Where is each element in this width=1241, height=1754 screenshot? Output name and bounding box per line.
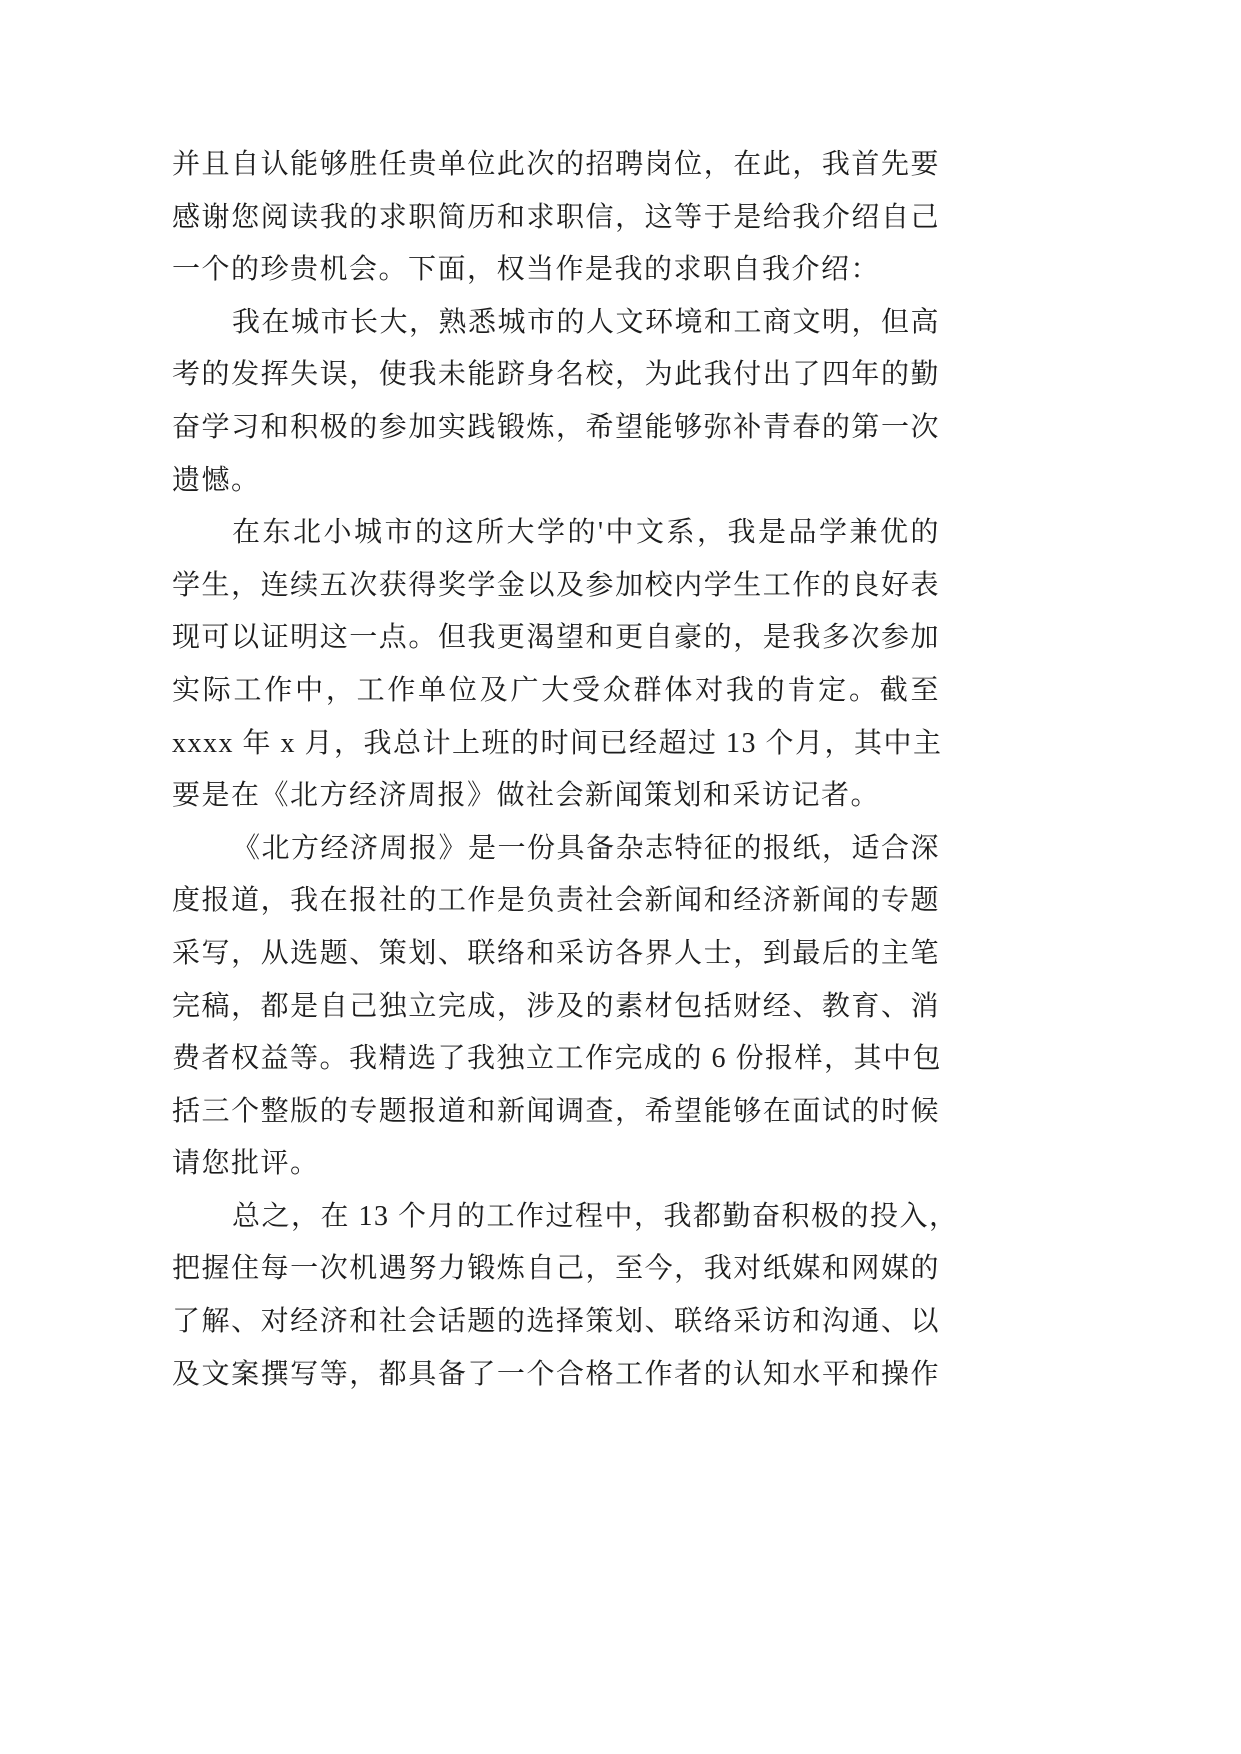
- text-line: 请您批评。: [172, 1148, 320, 1180]
- text-line: 考的发挥失误，使我未能跻身名校，为此我付出了四年的勤: [172, 359, 940, 391]
- paragraph-summary: [172, 1191, 959, 1401]
- text-line: 遗憾。: [172, 464, 261, 496]
- text-line: 现可以证明这一点。但我更渴望和更自豪的，是我多次参加: [172, 622, 940, 654]
- text-line: 《北方经济周报》是一份具备杂志特征的报纸，适合深: [232, 832, 941, 864]
- paragraph-university: [172, 507, 943, 823]
- text-line: 并且自认能够胜任贵单位此次的招聘岗位，在此，我首先要: [172, 149, 940, 180]
- paragraph-continued: [172, 139, 940, 297]
- text-line: 费者权益等。我精选了我独立工作完成的 6 份报样，其中包: [172, 1043, 943, 1075]
- paragraph-city-background: [172, 297, 940, 507]
- text-line: xxxx 年 x 月，我总计上班的时间已经超过 13 个月，其中主: [172, 727, 943, 759]
- text-line: 要是在《北方经济周报》做社会新闻策划和采访记者。: [172, 780, 881, 812]
- text-line: 感谢您阅读我的求职简历和求职信，这等于是给我介绍自己: [172, 201, 940, 233]
- text-line: 采写，从选题、策划、联络和采访各界人士，到最后的主笔: [172, 937, 940, 969]
- paragraph-newspaper-work: [172, 823, 943, 1191]
- text-line: 把握住每一次机遇努力锻炼自己，至今，我对纸媒和网媒的: [172, 1253, 940, 1285]
- text-line: 一个的珍贵机会。下面，权当作是我的求职自我介绍：: [172, 254, 881, 286]
- text-line: 学生，连续五次获得奖学金以及参加校内学生工作的良好表: [172, 569, 940, 601]
- text-line: 奋学习和积极的参加实践锻炼，希望能够弥补青春的第一次: [172, 411, 940, 443]
- document-body: [172, 139, 959, 1401]
- text-line: 我在城市长大，熟悉城市的人文环境和工商文明，但高: [232, 306, 941, 338]
- text-line: 在东北小城市的这所大学的'中文系，我是品学兼优的: [232, 517, 940, 549]
- text-line: 括三个整版的专题报道和新闻调查，希望能够在面试的时候: [172, 1095, 940, 1127]
- text-line: 总之，在 13 个月的工作过程中，我都勤奋积极的投入，: [232, 1200, 959, 1232]
- text-line: 度报道，我在报社的工作是负责社会新闻和经济新闻的专题: [172, 885, 940, 917]
- text-line: 了解、对经济和社会话题的选择策划、联络采访和沟通、以: [172, 1306, 940, 1338]
- text-line: 及文案撰写等，都具备了一个合格工作者的认知水平和操作: [172, 1358, 940, 1390]
- text-line: 完稿，都是自己独立完成，涉及的素材包括财经、教育、消: [172, 990, 940, 1022]
- text-line: 实际工作中，工作单位及广大受众群体对我的肯定。截至: [172, 674, 940, 706]
